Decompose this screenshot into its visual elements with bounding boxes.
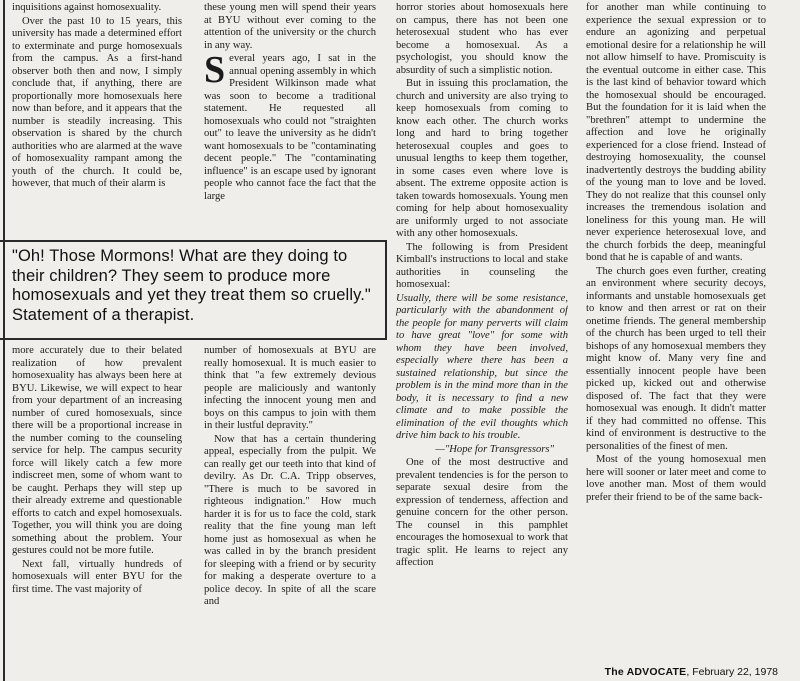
pull-quote-rule-right — [385, 240, 387, 340]
publication-name: The ADVOCATE — [604, 666, 687, 678]
pull-quote: "Oh! Those Mormons! What are they doing to their children? They seem to produce more homosexuals and yet they treat them so cruelly." Statement of a therapist. — [12, 247, 371, 324]
article-paragraph: But in issuing this proclamation, the church and university are also trying to keep homosexuals from coming to know each other. The church works long and hard to bring together heterosexual couples and goes to unusual lengths to keep them together, in some cases even where love is absent. The extreme opposite action is taken towards homosexuals. Young men coming for help about homosexuality are uniformly urged to not associate with any other homosexuals. — [396, 78, 568, 239]
pull-quote-rule-bottom — [0, 338, 386, 340]
article-paragraph: Now that has a certain thundering appeal, especially from the pulpit. We can really get our teeth into that kind of devilry. As Dr. C.A. Tripp observes, "There is much to be savored in righteous indignation." How much harder it is for us to face the cold, stark reality that the fine young man left home just as homosexual as when he was called in by the branch president for sleeping with a friend or by security for making a desperate overture to a police decoy. In spite of all the scare and — [204, 433, 376, 607]
article-paragraph: number of homosexuals at BYU are really homosexual. It is much easier to think that "a few extremely devious people are maliciously and wantonly infecting the innocent young men and boys on this campus to join with them in their lustful depravity." — [204, 345, 376, 431]
page-footer — [605, 666, 778, 678]
article-paragraph: inquisitions against homosexuality. — [12, 2, 162, 13]
article-paragraph: Over the past 10 to 15 years, this university has made a determined effort to exterminate and purge homosexuals from the campus. As a first-hand observer both then and now, I simply conclude that, if anything, there are proportionally more homosexuals here now than before, and it appears that the number is steadily increasing. This observation is shared by the church authorities who are alarmed at the wave of homosexuality rampant among the youth of the church. It could be, however, that much of their alarm is — [12, 15, 182, 189]
article-paragraph: Next fall, virtually hundreds of homosexuals will enter BYU for the first time. The vast majority of — [12, 558, 182, 595]
pull-quote-rule-top — [0, 240, 386, 242]
article-paragraph: for another man while continuing to experience the sexual expression or to endure an agonizing and perpetual emotional desire for a relationship he will not allow himself to have. Promiscuity is the eventual outcome in either case. This is the last kind of behavior toward which the homosexual should be encouraged. But the foundation for it is laid when the "brethren" attempt to undermine the affection and love he originally experienced for a close friend. Instead of destroying homosexuality, the counsel inadvertently destroys the budding ability of the young man to love and be loved. They do not realize that this counsel only increases the tremendous isolation and loneliness for this young man. He will never experience heterosexual love, and the church forbids the deep, meaningful bond that he is capable of and wants. — [586, 2, 766, 263]
article-paragraph: —"Hope for Transgressors" — [435, 443, 554, 455]
article-paragraph: Usually, there will be some resistance, particularly with the abandonment of the people for many perverts will claim to have great "love" for some with whom they have been involved, especially where there has been a sustained relationship, but since the problem is in the mind more than in the body, it is necessary to find a new climate and to make possible the elimination of the evil thoughts which drive him back to his trouble. — [396, 292, 568, 441]
article-paragraph: these young men will spend their years at BYU without ever coming to the attention of the university or the church in any way. — [204, 2, 376, 51]
publication-date: February 22, 1978 — [692, 666, 778, 678]
article-paragraph: One of the most destructive and prevalent tendencies is for the person to separate sexual desire from the expression of tenderness, affection and genuine concern for the other person. The counsel in this pamphlet encourages the homosexual to work that tragic split. He learns to reject any affection — [396, 457, 568, 568]
column-4 — [586, 2, 766, 664]
article-paragraph: The church goes even further, creating an environment where security decoys, informants and unstable homosexuals get to know and then arrest or rat on their onetime friends. The general membership of the church has been urged to tell their bishops of any homosexual members they might know of. Many very fine and essentially innocent people have been picked up, kicked out and otherwise disposed of. The fact that they were homosexual was enough. It didn't matter if they had committed no offense. This kind of environment is destructive to the personalities of the finest of men. — [586, 265, 766, 452]
column-1-top — [12, 2, 182, 236]
column-1-bottom — [12, 345, 182, 675]
article-paragraph: The following is from President Kimball's instructions to local and stake authorities in counseling the homosexual: — [396, 241, 568, 290]
article-paragraph: more accurately due to their belated realization of how prevalent homosexuality has always been here at BYU. Likewise, we will expect to hear from your department of an increasing number of cured homosexuals, since there will be a proportional increase in the number coming to the counseling service for help. The campus security force will likely catch a few more indiscreet men, some of whom want to be caught. Perhaps they will step up their already extreme and questionable efforts to catch and expel homosexuals. Together, you will think you are doing something about the problem. Your gestures could not be more futile. — [12, 345, 182, 556]
column-2-top — [204, 2, 376, 236]
article-paragraph: horror stories about homosexuals here on campus, there has not been one heterosexual student who has ever become a homosexual. As a psychologist, you should know the absurdity of such a simplistic notion. — [396, 2, 568, 76]
column-rule — [3, 0, 5, 681]
column-2-bottom — [204, 345, 376, 675]
column-3 — [396, 2, 568, 664]
article-paragraph: Most of the young homosexual men here will sooner or later meet and come to love another man. Most of them would prefer their friend to be of the same back- — [586, 454, 766, 503]
footer-separator: , — [686, 666, 693, 678]
article-paragraph: Several years ago, I sat in the annual opening assembly in which President Wilkinson made what was soon to become a traditional statement. He requested all homosexuals who could not "straighten out" to leave the university as he didn't want homosexuals to be "contaminating decent people." The "contaminating influence" is an escape used by ignorant people who cannot face the fact that the large — [204, 49, 376, 202]
